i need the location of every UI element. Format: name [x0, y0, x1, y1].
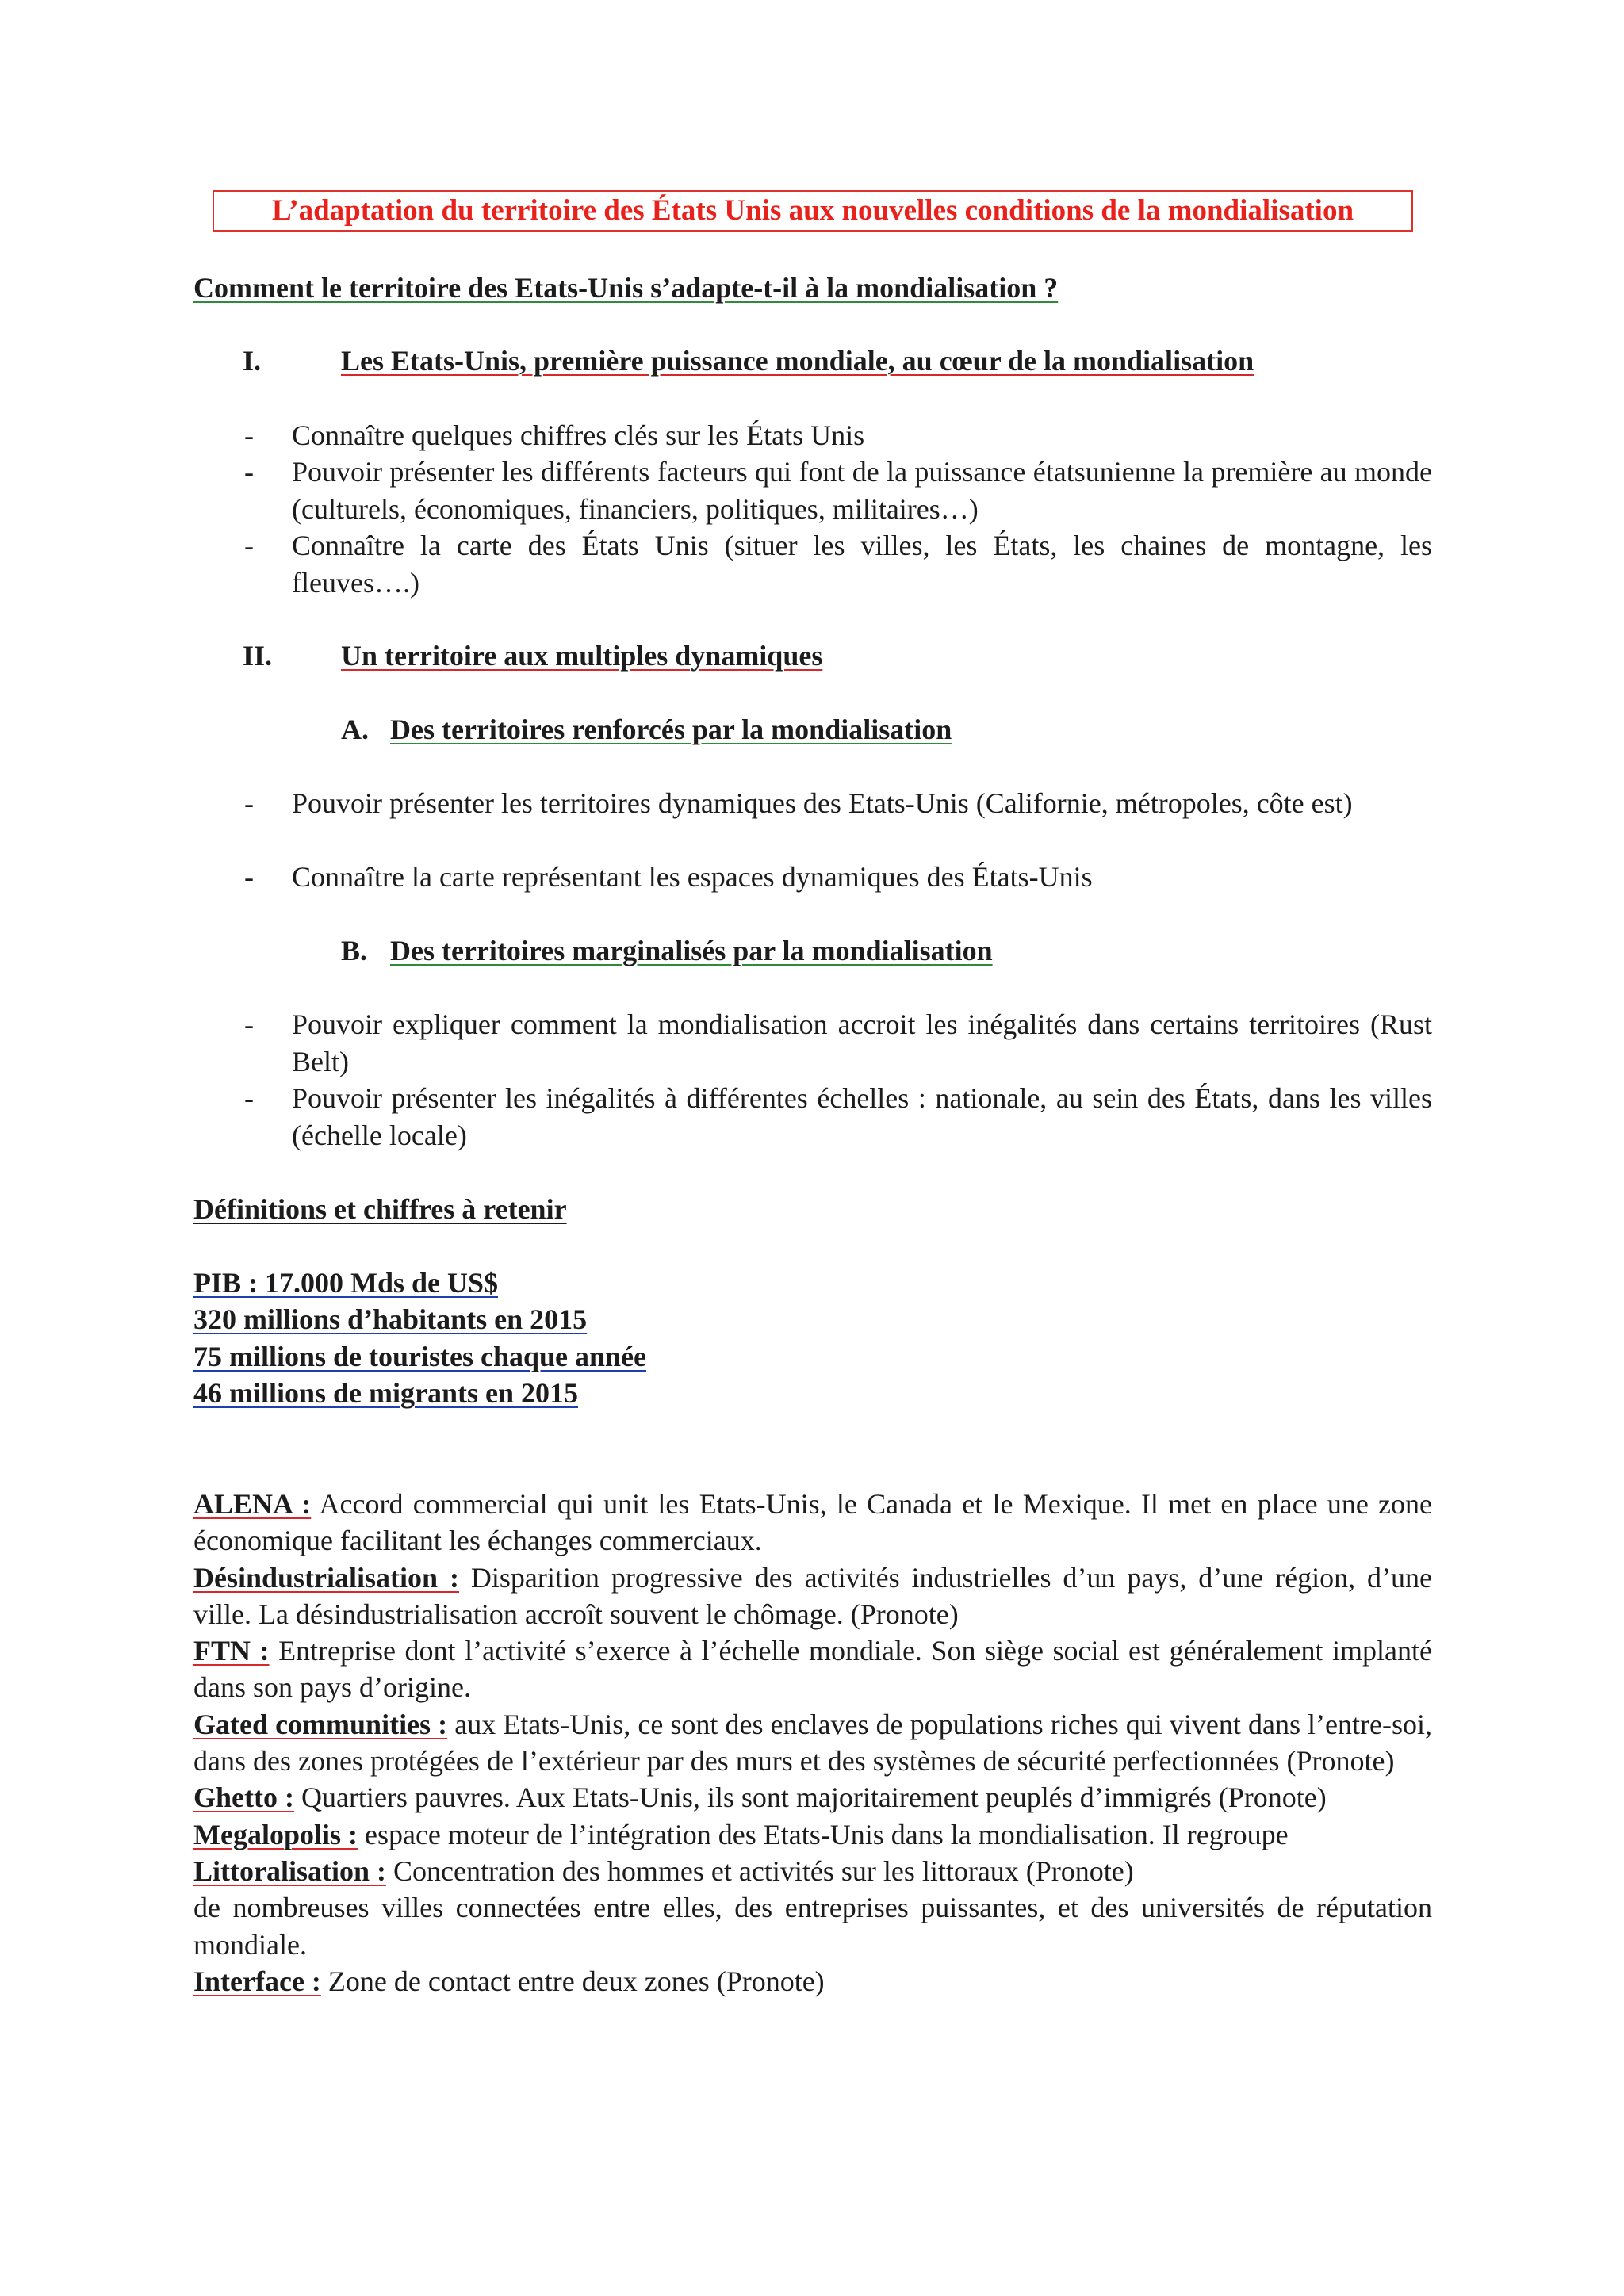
subsection-b-letter: B. — [341, 935, 368, 966]
glossary-definition: Quartiers pauvres. Aux Etats-Unis, ils sont majoritairement peuplés d’immigrés (Pronote) — [293, 1781, 1327, 1814]
glossary-entry-megalopolis-continued — [193, 1889, 1432, 1963]
glossary-definition: Entreprise dont l’activité s’exerce à l’échelle mondiale. Son siège social est généralement implanté dans son pays d’origine. — [193, 1635, 1432, 1704]
guiding-question: Comment le territoire des Etats-Unis s’adapte-t-il à la mondialisation ? — [193, 272, 1059, 304]
glossary-entry-megalopolis — [193, 1816, 1432, 1853]
glossary-term: Désindustrialisation : — [193, 1561, 459, 1594]
section-1-numeral: I. — [243, 345, 262, 377]
glossary-term: Gated communities : — [193, 1708, 448, 1740]
section-1-bullet-1: Connaître quelques chiffres clés sur les États Unis — [292, 419, 865, 451]
glossary-definition: Zone de contact entre deux zones (Pronote) — [320, 1965, 825, 1997]
glossary-entry-gated-communities — [193, 1706, 1432, 1780]
subsection-a-heading: Des territoires renforcés par la mondialisation — [390, 714, 952, 745]
glossary-term: Megalopolis : — [193, 1818, 358, 1850]
glossary-term: Littoralisation : — [193, 1854, 386, 1887]
glossary-definition: de nombreuses villes connectées entre elles, des entreprises puissantes, et des universités de réputation mondiale. — [193, 1892, 1432, 1961]
glossary-term: Interface : — [193, 1965, 321, 1997]
subsection-a-bullet-1: Pouvoir présenter les territoires dynamiques des Etats-Unis (Californie, métropoles, côte est) — [292, 787, 1353, 819]
glossary-entry-littoralisation — [193, 1853, 1432, 1889]
bullet-dash: - — [244, 1082, 254, 1114]
glossary-entry-alena — [193, 1486, 1432, 1559]
section-1-heading: Les Etats-Unis, première puissance mondiale, au cœur de la mondialisation — [341, 345, 1254, 377]
section-1-bullet-3: Connaître la carte des États Unis (situer les villes, les États, les chaines de montagne, les fleuves….) — [292, 530, 1432, 599]
glossary-entry-interface — [193, 1963, 1432, 1999]
section-1-bullet-2: Pouvoir présenter les différents facteurs qui font de la puissance étatsunienne la première au monde (culturels, économiques, financiers, politiques, militaires…) — [292, 456, 1432, 525]
bullet-dash: - — [244, 787, 254, 819]
bullet-dash: - — [244, 1008, 254, 1040]
subsection-b-heading: Des territoires marginalisés par la mondialisation — [390, 935, 993, 966]
subsection-a-letter: A. — [341, 714, 369, 745]
definitions-heading: Définitions et chiffres à retenir — [193, 1193, 567, 1225]
glossary-definition: espace moteur de l’intégration des Etats-Unis dans la mondialisation. Il regroupe — [357, 1818, 1289, 1850]
glossary-entry-ftn — [193, 1632, 1432, 1706]
bullet-dash: - — [244, 456, 254, 488]
key-figure-migrants: 46 millions de migrants en 2015 — [193, 1377, 579, 1409]
glossary-term: FTN : — [193, 1635, 270, 1667]
glossary-definition: aux Etats-Unis, ce sont des enclaves de populations riches qui vivent dans l’entre-soi, dans des zones protégées de l’extérieur par des murs et des systèmes de sécurité perfectionnées (Pronote) — [193, 1708, 1432, 1777]
glossary-term: ALENA : — [193, 1488, 312, 1520]
bullet-dash: - — [244, 419, 254, 451]
subsection-a-bullet-2: Connaître la carte représentant les espaces dynamiques des États-Unis — [292, 861, 1093, 893]
glossary-definition: Disparition progressive des activités industrielles d’un pays, d’une région, d’une ville. La désindustrialisation accroît souvent le chômage. (Pronote) — [193, 1561, 1433, 1630]
bullet-dash: - — [244, 530, 254, 561]
document-title: L’adaptation du territoire des États Unis aux nouvelles conditions de la mondialisation — [213, 190, 1413, 232]
key-figure-tourists: 75 millions de touristes chaque année — [193, 1341, 647, 1372]
section-2-heading: Un territoire aux multiples dynamiques — [341, 640, 823, 672]
key-figure-gdp: PIB : 17.000 Mds de US$ — [193, 1267, 499, 1299]
bullet-dash: - — [244, 861, 254, 893]
subsection-b-bullet-1: Pouvoir expliquer comment la mondialisation accroit les inégalités dans certains territoires (Rust Belt) — [292, 1008, 1432, 1077]
key-figure-population: 320 millions d’habitants en 2015 — [193, 1303, 588, 1335]
glossary — [193, 1486, 1432, 1999]
section-2-numeral: II. — [243, 640, 273, 672]
glossary-entry-ghetto — [193, 1779, 1432, 1816]
glossary-definition: Accord commercial qui unit les Etats-Unis, le Canada et le Mexique. Il met en place une zone économique facilitant les échanges commerciaux. — [193, 1488, 1432, 1557]
glossary-entry-desindustrialisation — [193, 1559, 1432, 1633]
subsection-b-bullet-2: Pouvoir présenter les inégalités à différentes échelles : nationale, au sein des États, dans les villes (échelle locale) — [292, 1082, 1432, 1151]
glossary-definition: Concentration des hommes et activités sur les littoraux (Pronote) — [385, 1854, 1134, 1887]
glossary-term: Ghetto : — [193, 1781, 294, 1814]
